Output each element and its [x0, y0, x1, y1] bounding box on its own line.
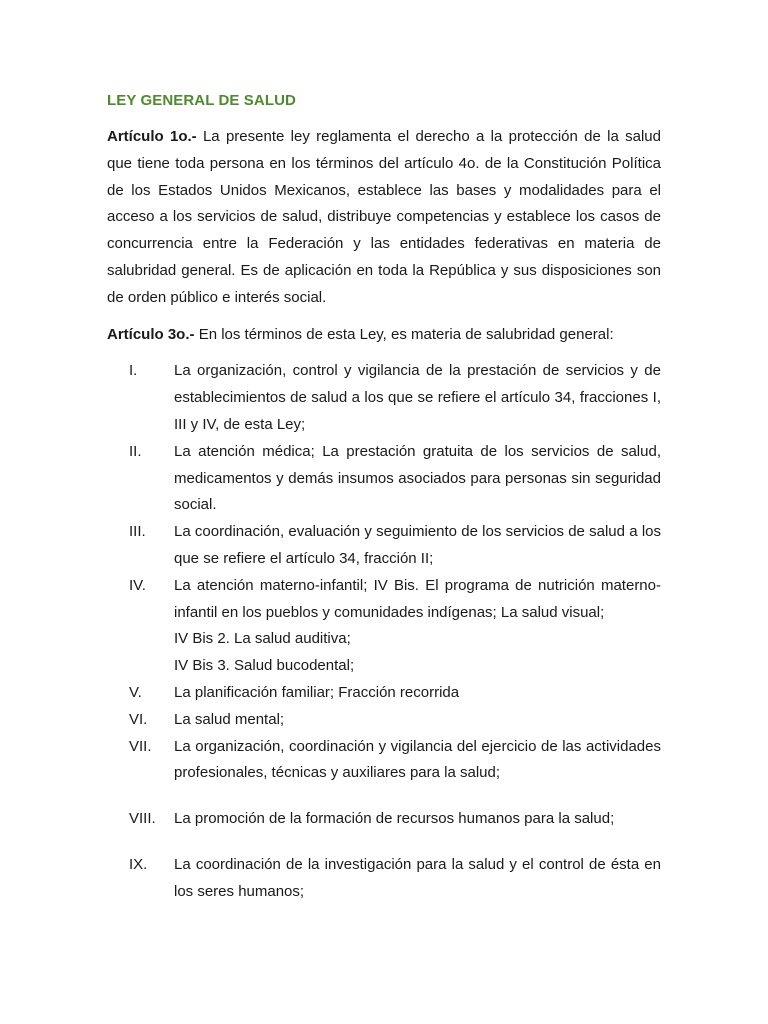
- item-text: La planificación familiar; Fracción recorrida: [174, 683, 460, 701]
- article-1-text: La presente ley reglamenta el derecho a la protección de la salud que tiene toda persona en los términos del artículo 4o. de la Constitución Política de los Estados Unidos Mexicanos, establece las bases y modalidades para el acceso a los servicios de salud, distribuye competencias y establece los casos de concurrencia entre la Federación y las entidades federativas en materia de salubridad general. Es de aplicación en toda la República y sus disposiciones son de orden público e interés social.: [107, 128, 661, 306]
- item-text-group: [174, 573, 661, 680]
- list-item: [107, 806, 661, 833]
- item-number: VIII.: [129, 810, 156, 828]
- list-item: [107, 734, 661, 788]
- list-item: [107, 707, 661, 734]
- list-item: [107, 519, 661, 573]
- list-item: [107, 439, 661, 519]
- item-text: La organización, coordinación y vigilancia del ejercicio de las actividades profesionales, técnicas y auxiliares para la salud;: [174, 737, 661, 782]
- article-3-fractions-list: [107, 358, 661, 905]
- item-text: La organización, control y vigilancia de la prestación de servicios y de establecimientos de salud a los que se refiere el artículo 34, fracciones I, III y IV, de esta Ley;: [174, 362, 661, 433]
- article-1-label: Artículo 1o.-: [107, 128, 197, 145]
- article-3-label: Artículo 3o.-: [107, 325, 195, 343]
- item-number: VI.: [129, 710, 148, 728]
- item-subtext: IV Bis 2. La salud auditiva;: [174, 630, 351, 648]
- item-number: IX.: [129, 855, 148, 873]
- item-subtext: IV Bis 3. Salud bucodental;: [174, 657, 355, 675]
- item-number: III.: [129, 523, 146, 541]
- item-number: IV.: [129, 576, 146, 594]
- list-item: [107, 358, 661, 438]
- item-text: La salud mental;: [174, 710, 285, 728]
- article-3-text: En los términos de esta Ley, es materia de salubridad general:: [198, 325, 614, 343]
- document-title: LEY GENERAL DE SALUD: [107, 92, 296, 109]
- item-number: II.: [129, 442, 142, 460]
- list-item: [107, 573, 661, 680]
- item-text: La coordinación de la investigación para la salud y el control de ésta en los seres humanos;: [174, 855, 661, 900]
- item-text: La promoción de la formación de recursos humanos para la salud;: [174, 810, 615, 828]
- article-3: [107, 322, 661, 349]
- document-page: [107, 88, 661, 906]
- article-1: [107, 124, 661, 312]
- list-item: [107, 680, 661, 707]
- item-number: V.: [129, 683, 142, 701]
- item-number: VII.: [129, 737, 152, 755]
- list-item: [107, 852, 661, 906]
- item-text: La atención médica; La prestación gratuita de los servicios de salud, medicamentos y demás insumos asociados para personas sin seguridad social.: [174, 442, 661, 514]
- item-text: La atención materno-infantil; IV Bis. El programa de nutrición materno-infantil en los pueblos y comunidades indígenas; La salud visual;: [174, 576, 661, 621]
- item-number: I.: [129, 362, 138, 380]
- item-text: La coordinación, evaluación y seguimiento de los servicios de salud a los que se refiere el artículo 34, fracción II;: [174, 523, 661, 567]
